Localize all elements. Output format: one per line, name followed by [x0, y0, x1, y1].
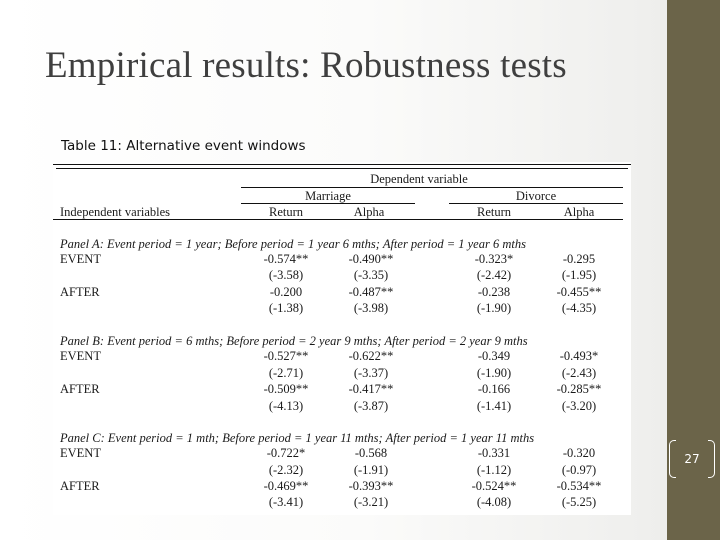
table-cell: (-5.25) — [561, 495, 597, 509]
table-cell: (-0.97) — [561, 463, 597, 477]
table-cell: (-1.90) — [476, 366, 512, 380]
page-number-badge — [669, 440, 717, 478]
panel-a-title: Panel A: Event period = 1 year; Before period = 1 year 6 mths; After period = 1 year 6 mths — [60, 237, 526, 251]
table-cell: (-2.42) — [476, 268, 512, 282]
column-header-divorce-return: Return — [476, 205, 512, 219]
row-label: EVENT — [60, 252, 101, 266]
table-cell: (-4.35) — [561, 301, 597, 315]
table-cell: (-3.41) — [268, 495, 304, 509]
table-cell: -0.527** — [263, 349, 309, 363]
table-cell: -0.622** — [348, 349, 394, 363]
table-cell: -0.417** — [348, 382, 394, 396]
table-cell: -0.295 — [562, 252, 596, 266]
divorce-group-rule — [449, 203, 623, 204]
column-header-marriage-return: Return — [268, 205, 304, 219]
table-cell: -0.509** — [263, 382, 309, 396]
table-cell: -0.349 — [477, 349, 511, 363]
header-bottom-rule — [53, 219, 623, 220]
row-label: AFTER — [60, 479, 100, 493]
table-cell: -0.534** — [556, 479, 602, 493]
table-cell: (-4.08) — [476, 495, 512, 509]
table-cell: (-2.43) — [561, 366, 597, 380]
table-cell: (-1.95) — [561, 268, 597, 282]
table-cell: -0.331 — [477, 446, 511, 460]
table-cell: (-2.71) — [268, 366, 304, 380]
row-label: EVENT — [60, 349, 101, 363]
marriage-group-rule — [241, 203, 415, 204]
dependent-variable-header: Dependent variable — [370, 172, 468, 186]
table-cell: -0.323* — [474, 252, 514, 266]
table-cell: -0.238 — [477, 285, 511, 299]
table-cell: (-3.98) — [353, 301, 389, 315]
table-cell: -0.568 — [354, 446, 388, 460]
table-cell: (-3.37) — [353, 366, 389, 380]
table-cell: -0.469** — [263, 479, 309, 493]
row-label: AFTER — [60, 382, 100, 396]
table-cell: (-1.41) — [476, 399, 512, 413]
table-cell: (-1.90) — [476, 301, 512, 315]
column-header-divorce-alpha: Alpha — [563, 205, 595, 219]
dependent-variable-rule — [241, 187, 623, 188]
table-cell: -0.393** — [348, 479, 394, 493]
table-cell: (-3.21) — [353, 495, 389, 509]
column-header-marriage-alpha: Alpha — [353, 205, 385, 219]
row-label: AFTER — [60, 285, 100, 299]
table-cell: -0.285** — [556, 382, 602, 396]
table-cell: -0.722* — [266, 446, 306, 460]
table-cell: (-2.32) — [268, 463, 304, 477]
group-header-divorce: Divorce — [515, 189, 557, 203]
table-top-rule-inner — [56, 168, 628, 169]
row-label: EVENT — [60, 446, 101, 460]
panel-c-title: Panel C: Event period = 1 mth; Before period = 1 year 11 mths; After period = 1 year 11 mths — [60, 431, 535, 445]
table-cell: -0.490** — [348, 252, 394, 266]
table-cell: -0.320 — [562, 446, 596, 460]
table-cell: (-3.20) — [561, 399, 597, 413]
table-cell: (-1.38) — [268, 301, 304, 315]
table-cell: (-3.35) — [353, 268, 389, 282]
table-cell: -0.166 — [477, 382, 511, 396]
panel-b-title: Panel B: Event period = 6 mths; Before period = 2 year 9 mths; After period = 2 year 9 mths — [60, 334, 528, 348]
results-table — [53, 162, 631, 515]
group-header-marriage: Marriage — [305, 189, 351, 203]
page-number: 27 — [684, 452, 700, 466]
table-cell: -0.493* — [559, 349, 599, 363]
table-cell: (-4.13) — [268, 399, 304, 413]
table-cell: (-1.91) — [353, 463, 389, 477]
table-cell: (-3.58) — [268, 268, 304, 282]
table-top-rule — [53, 164, 631, 165]
independent-variables-header: Independent variables — [60, 205, 171, 219]
table-cell: -0.524** — [471, 479, 517, 493]
table-cell: -0.455** — [556, 285, 602, 299]
table-cell: -0.200 — [269, 285, 303, 299]
table-caption: Table 11: Alternative event windows — [61, 138, 306, 154]
slide-title: Empirical results: Robustness tests — [45, 45, 567, 86]
table-cell: -0.574** — [263, 252, 309, 266]
table-cell: (-1.12) — [476, 463, 512, 477]
table-cell: -0.487** — [348, 285, 394, 299]
table-cell: (-3.87) — [353, 399, 389, 413]
